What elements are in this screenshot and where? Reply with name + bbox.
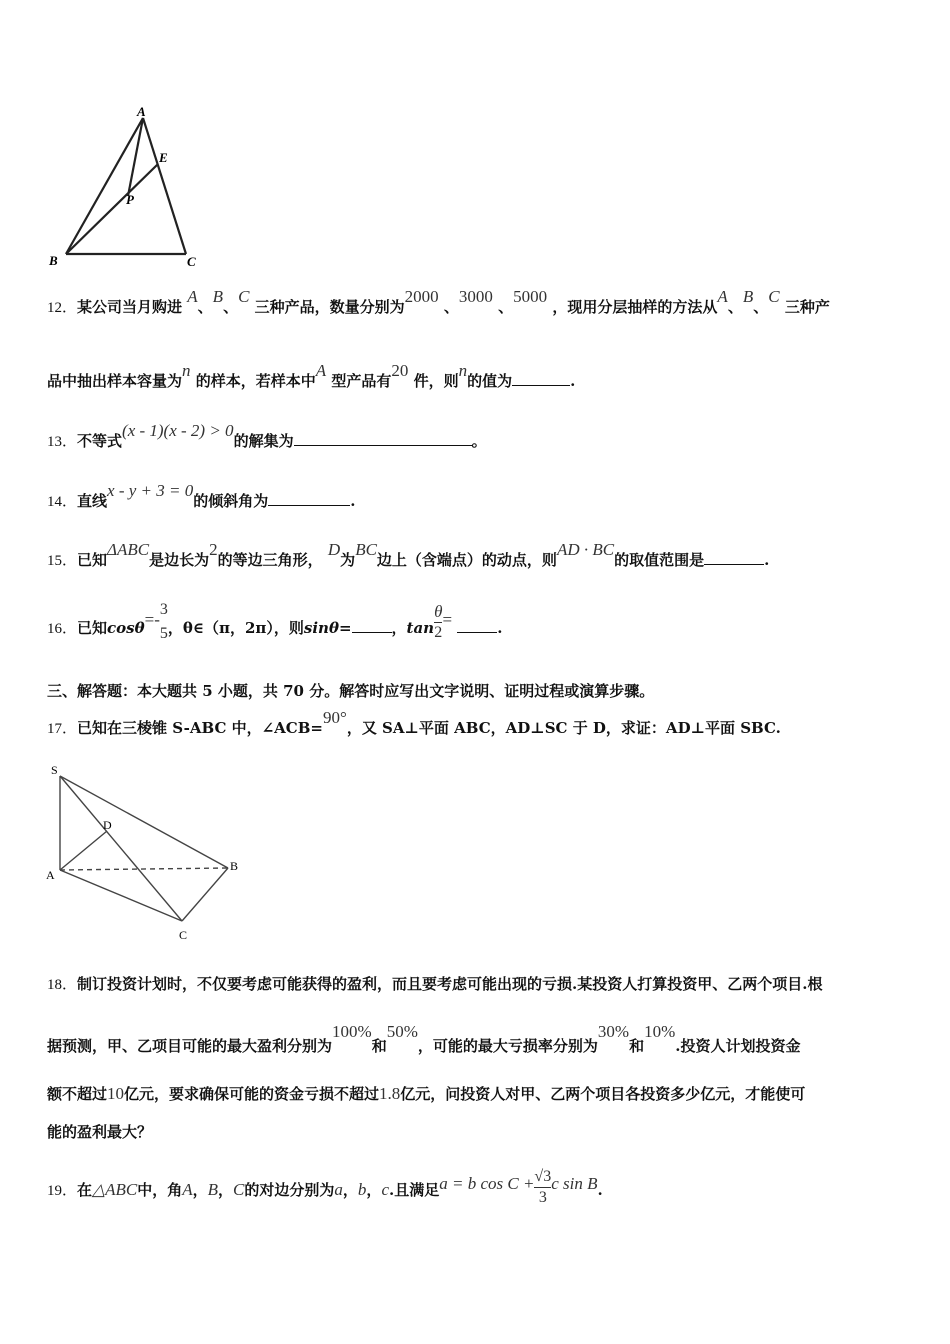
question-18-line-2: 据预测，甲、乙项目可能的最大盈利分别为100%和50%，可能的最大亏损率分别为30%和10%.投资人计划投资金 bbox=[47, 1022, 801, 1055]
question-18-line-3: 额不超过10亿元，要求确保可能的资金亏损不超过1.8亿元，问投资人对甲、乙两个项目各投资多少亿元，才能使可 bbox=[47, 1084, 806, 1103]
answer-blank-tan[interactable] bbox=[457, 618, 497, 633]
label-b: B bbox=[49, 253, 58, 268]
label-s: S bbox=[51, 763, 58, 777]
triangle-lines bbox=[66, 118, 186, 254]
segment-ad bbox=[60, 831, 107, 870]
question-number: 14． bbox=[47, 494, 78, 510]
section-3-header: 三、解答题：本大题共 5 小题，共 70 分。解答时应写出文字说明、证明过程或演算步骤。 bbox=[47, 682, 655, 700]
edge-sb bbox=[60, 776, 228, 868]
edge-cb bbox=[182, 868, 228, 921]
equation-lhs: a = b cos C + bbox=[439, 1174, 535, 1193]
edge-sc bbox=[60, 776, 182, 921]
question-19: 19．在△ABC中，角A，B，C的对边分别为a，b，c.且满足a = b cos C + $\frac{√3}{3}$ c sin B. bbox=[47, 1167, 603, 1206]
answer-blank[interactable] bbox=[294, 431, 472, 446]
question-number: 18． bbox=[47, 977, 78, 993]
question-12-line-1: 12．某公司当月购进 A、B、C 三种产品，数量分别为2000 、3000 、5000 ，现用分层抽样的方法从A、B、C 三种产 bbox=[47, 287, 830, 316]
answer-blank[interactable] bbox=[704, 550, 764, 565]
question-13: 13．不等式(x - 1)(x - 2) > 0的解集为 。 bbox=[47, 421, 487, 450]
tetrahedron-sabc-figure bbox=[40, 760, 250, 950]
label-a: A bbox=[137, 104, 146, 119]
question-18-line-4: 能的盈利最大？ bbox=[47, 1123, 153, 1141]
edge-ac bbox=[143, 118, 186, 254]
question-16: 16．已知cosθ=- 3 5 ，θ∈（π，2π），则sinθ= ，tan $\frac{\theta}{2}$ = . bbox=[47, 601, 503, 642]
segment-be bbox=[66, 164, 158, 254]
label-e: E bbox=[159, 150, 168, 165]
line-equation: x - y + 3 = 0 bbox=[107, 481, 194, 500]
label-c: C bbox=[187, 254, 196, 269]
question-number: 12． bbox=[47, 300, 78, 316]
dot-product: AD · BC bbox=[556, 540, 615, 559]
question-number: 16． bbox=[47, 621, 78, 637]
edge-ac bbox=[60, 870, 182, 921]
question-15: 15．已知ΔABC是边长为2的等边三角形， D为BC边上（含端点）的动点，则AD · BC的取值范围是 . bbox=[47, 540, 770, 569]
question-14: 14．直线x - y + 3 = 0的倾斜角为 . bbox=[47, 481, 356, 510]
answer-blank[interactable] bbox=[268, 491, 350, 506]
question-number: 17． bbox=[47, 721, 78, 737]
question-number: 15． bbox=[47, 553, 78, 569]
label-d: D bbox=[103, 818, 112, 832]
question-number: 19． bbox=[47, 1183, 78, 1199]
label-a: A bbox=[46, 868, 55, 882]
edge-ab-hidden bbox=[60, 868, 228, 870]
answer-blank-sin[interactable] bbox=[352, 618, 392, 633]
label-p: P bbox=[126, 192, 134, 207]
inequality-expression: (x - 1)(x - 2) > 0 bbox=[122, 421, 234, 440]
equation-rhs: c sin B bbox=[551, 1174, 598, 1193]
question-18-line-1: 18．制订投资计划时，不仅要考虑可能获得的盈利，而且要考虑可能出现的亏损.某投资人打算投资甲、乙两个项目.根 bbox=[47, 975, 823, 993]
triangle-abc-figure bbox=[40, 100, 220, 275]
edge-ab bbox=[66, 118, 143, 254]
fraction-three-fifths: 3 5 bbox=[159, 601, 168, 642]
question-17: 17．已知在三棱锥 S-ABC 中，∠ACB=90°，又 SA⊥平面 ABC，AD⊥SC 于 D，求证：AD⊥平面 SBC. bbox=[47, 708, 781, 737]
label-c: C bbox=[179, 928, 188, 942]
question-12-line-2: 品中抽出样本容量为n 的样本，若样本中A 型产品有20 件，则n的值为 . bbox=[47, 361, 576, 390]
fraction-half-theta: $\frac{\theta}{2}$ bbox=[434, 601, 443, 641]
fraction-sqrt3-over-3: $\frac{√3}{3}$ bbox=[534, 1167, 552, 1206]
answer-blank[interactable] bbox=[512, 371, 570, 386]
question-number: 13． bbox=[47, 434, 78, 450]
label-b: B bbox=[230, 859, 239, 873]
